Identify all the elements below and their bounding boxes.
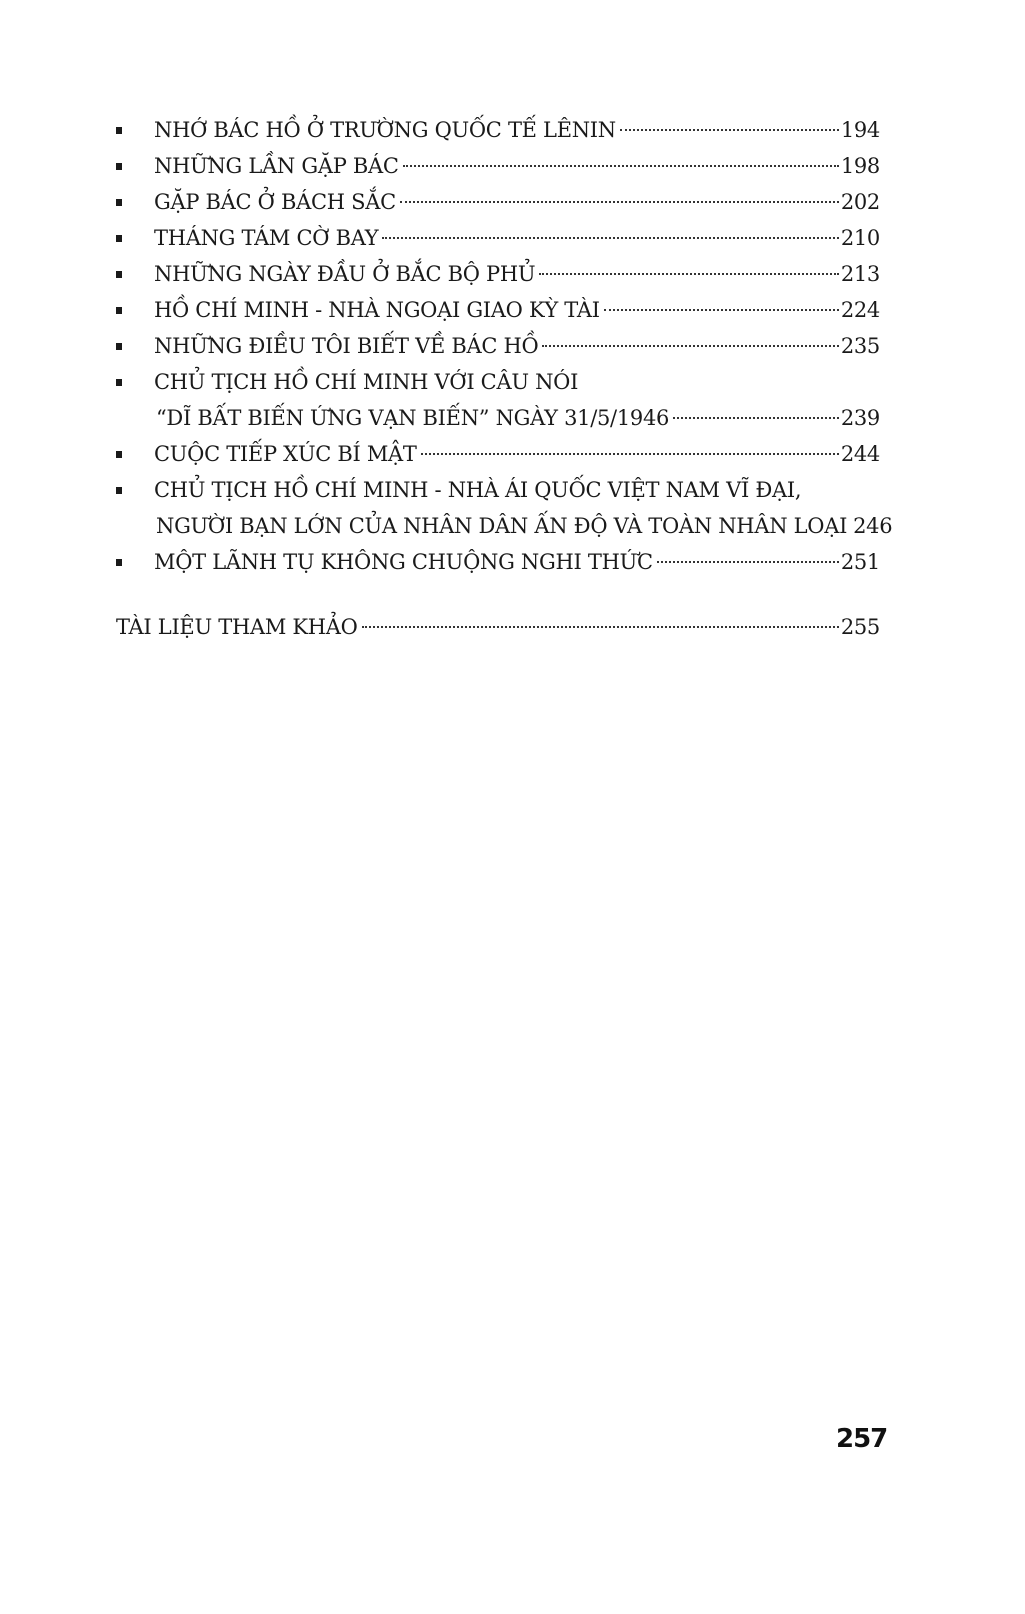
toc-entry-page: 198	[840, 154, 880, 178]
dot-leader	[382, 237, 839, 239]
toc-entry-title-line1: CHỦ TỊCH HỒ CHÍ MINH VỚI CÂU NÓI	[154, 370, 579, 394]
toc-entry	[116, 292, 880, 328]
dot-leader	[421, 453, 839, 455]
toc-entry-title-line1: CHỦ TỊCH HỒ CHÍ MINH - NHÀ ÁI QUỐC VIỆT NAM VĨ ĐẠI,	[154, 478, 802, 502]
bullet-icon	[116, 343, 122, 350]
toc-entry	[116, 184, 880, 220]
toc-entry-page: 224	[840, 298, 880, 322]
toc-line	[116, 292, 880, 328]
dot-leader	[620, 129, 839, 131]
toc-entry-title: NHỮNG NGÀY ĐẦU Ở BẮC BỘ PHỦ	[154, 262, 536, 286]
toc-entry-page: 210	[840, 226, 880, 250]
toc-references-entry	[116, 609, 880, 645]
toc-line	[116, 364, 880, 400]
dot-leader	[604, 309, 839, 311]
bullet-icon	[116, 127, 122, 134]
toc-entry	[116, 436, 880, 472]
toc-entry-page: 246	[853, 514, 893, 538]
dot-leader	[657, 561, 839, 563]
toc-entry-title: GẶP BÁC Ở BÁCH SẮC	[154, 190, 396, 214]
toc-line	[116, 508, 893, 544]
toc-entry-page: 235	[840, 334, 880, 358]
toc-line	[116, 400, 880, 436]
toc-entry	[116, 364, 880, 436]
toc-entry-title: MỘT LÃNH TỤ KHÔNG CHUỘNG NGHI THỨC	[154, 550, 653, 574]
bullet-icon	[116, 379, 122, 386]
dot-leader	[403, 165, 839, 167]
toc-entry-title: THÁNG TÁM CỜ BAY	[154, 226, 379, 250]
bullet-icon	[116, 163, 122, 170]
toc-entry-page: 251	[840, 550, 880, 574]
toc-line	[116, 472, 880, 508]
toc-entry-title-line2: NGƯỜI BẠN LỚN CỦA NHÂN DÂN ẤN ĐỘ VÀ TOÀN NHÂN LOẠI	[156, 514, 848, 538]
toc-entry	[116, 544, 880, 580]
toc-entry	[116, 112, 880, 148]
toc-line	[116, 609, 880, 645]
toc-entry-title: CUỘC TIẾP XÚC BÍ MẬT	[154, 442, 417, 466]
table-of-contents	[116, 112, 893, 580]
toc-line	[116, 544, 880, 580]
page-number: 257	[836, 1424, 888, 1454]
bullet-icon	[116, 451, 122, 458]
toc-line	[116, 328, 880, 364]
dot-leader	[542, 345, 838, 347]
toc-entry-page: 202	[840, 190, 880, 214]
toc-entry-title: NHỚ BÁC HỒ Ở TRƯỜNG QUỐC TẾ LÊNIN	[154, 118, 616, 142]
dot-leader	[400, 201, 839, 203]
toc-entry-title: NHỮNG LẦN GẶP BÁC	[154, 154, 399, 178]
toc-entry-page: 213	[840, 262, 880, 286]
dot-leader	[673, 417, 839, 419]
toc-entry-page: 239	[840, 406, 880, 430]
bullet-icon	[116, 307, 122, 314]
bullet-icon	[116, 199, 122, 206]
bullet-icon	[116, 271, 122, 278]
toc-entry-title-line2: “DĨ BẤT BIẾN ỨNG VẠN BIẾN” NGÀY 31/5/1946	[156, 406, 670, 430]
references-title: TÀI LIỆU THAM KHẢO	[116, 615, 358, 639]
toc-line	[116, 256, 880, 292]
toc-line	[116, 148, 880, 184]
bullet-icon	[116, 559, 122, 566]
bullet-icon	[116, 235, 122, 242]
toc-entry-page: 244	[840, 442, 880, 466]
dot-leader	[362, 626, 839, 628]
toc-entry	[116, 148, 880, 184]
toc-entry	[116, 220, 880, 256]
toc-entry-title: NHỮNG ĐIỀU TÔI BIẾT VỀ BÁC HỒ	[154, 334, 539, 358]
toc-entry	[116, 472, 893, 544]
references-page: 255	[840, 615, 880, 639]
bullet-icon	[116, 487, 122, 494]
toc-line	[116, 112, 880, 148]
dot-leader	[539, 273, 839, 275]
toc-line	[116, 436, 880, 472]
toc-entry	[116, 256, 880, 292]
toc-entry-page: 194	[840, 118, 880, 142]
toc-line	[116, 184, 880, 220]
toc-line	[116, 220, 880, 256]
toc-entry-title: HỒ CHÍ MINH - NHÀ NGOẠI GIAO KỲ TÀI	[154, 298, 600, 322]
toc-entry	[116, 328, 880, 364]
